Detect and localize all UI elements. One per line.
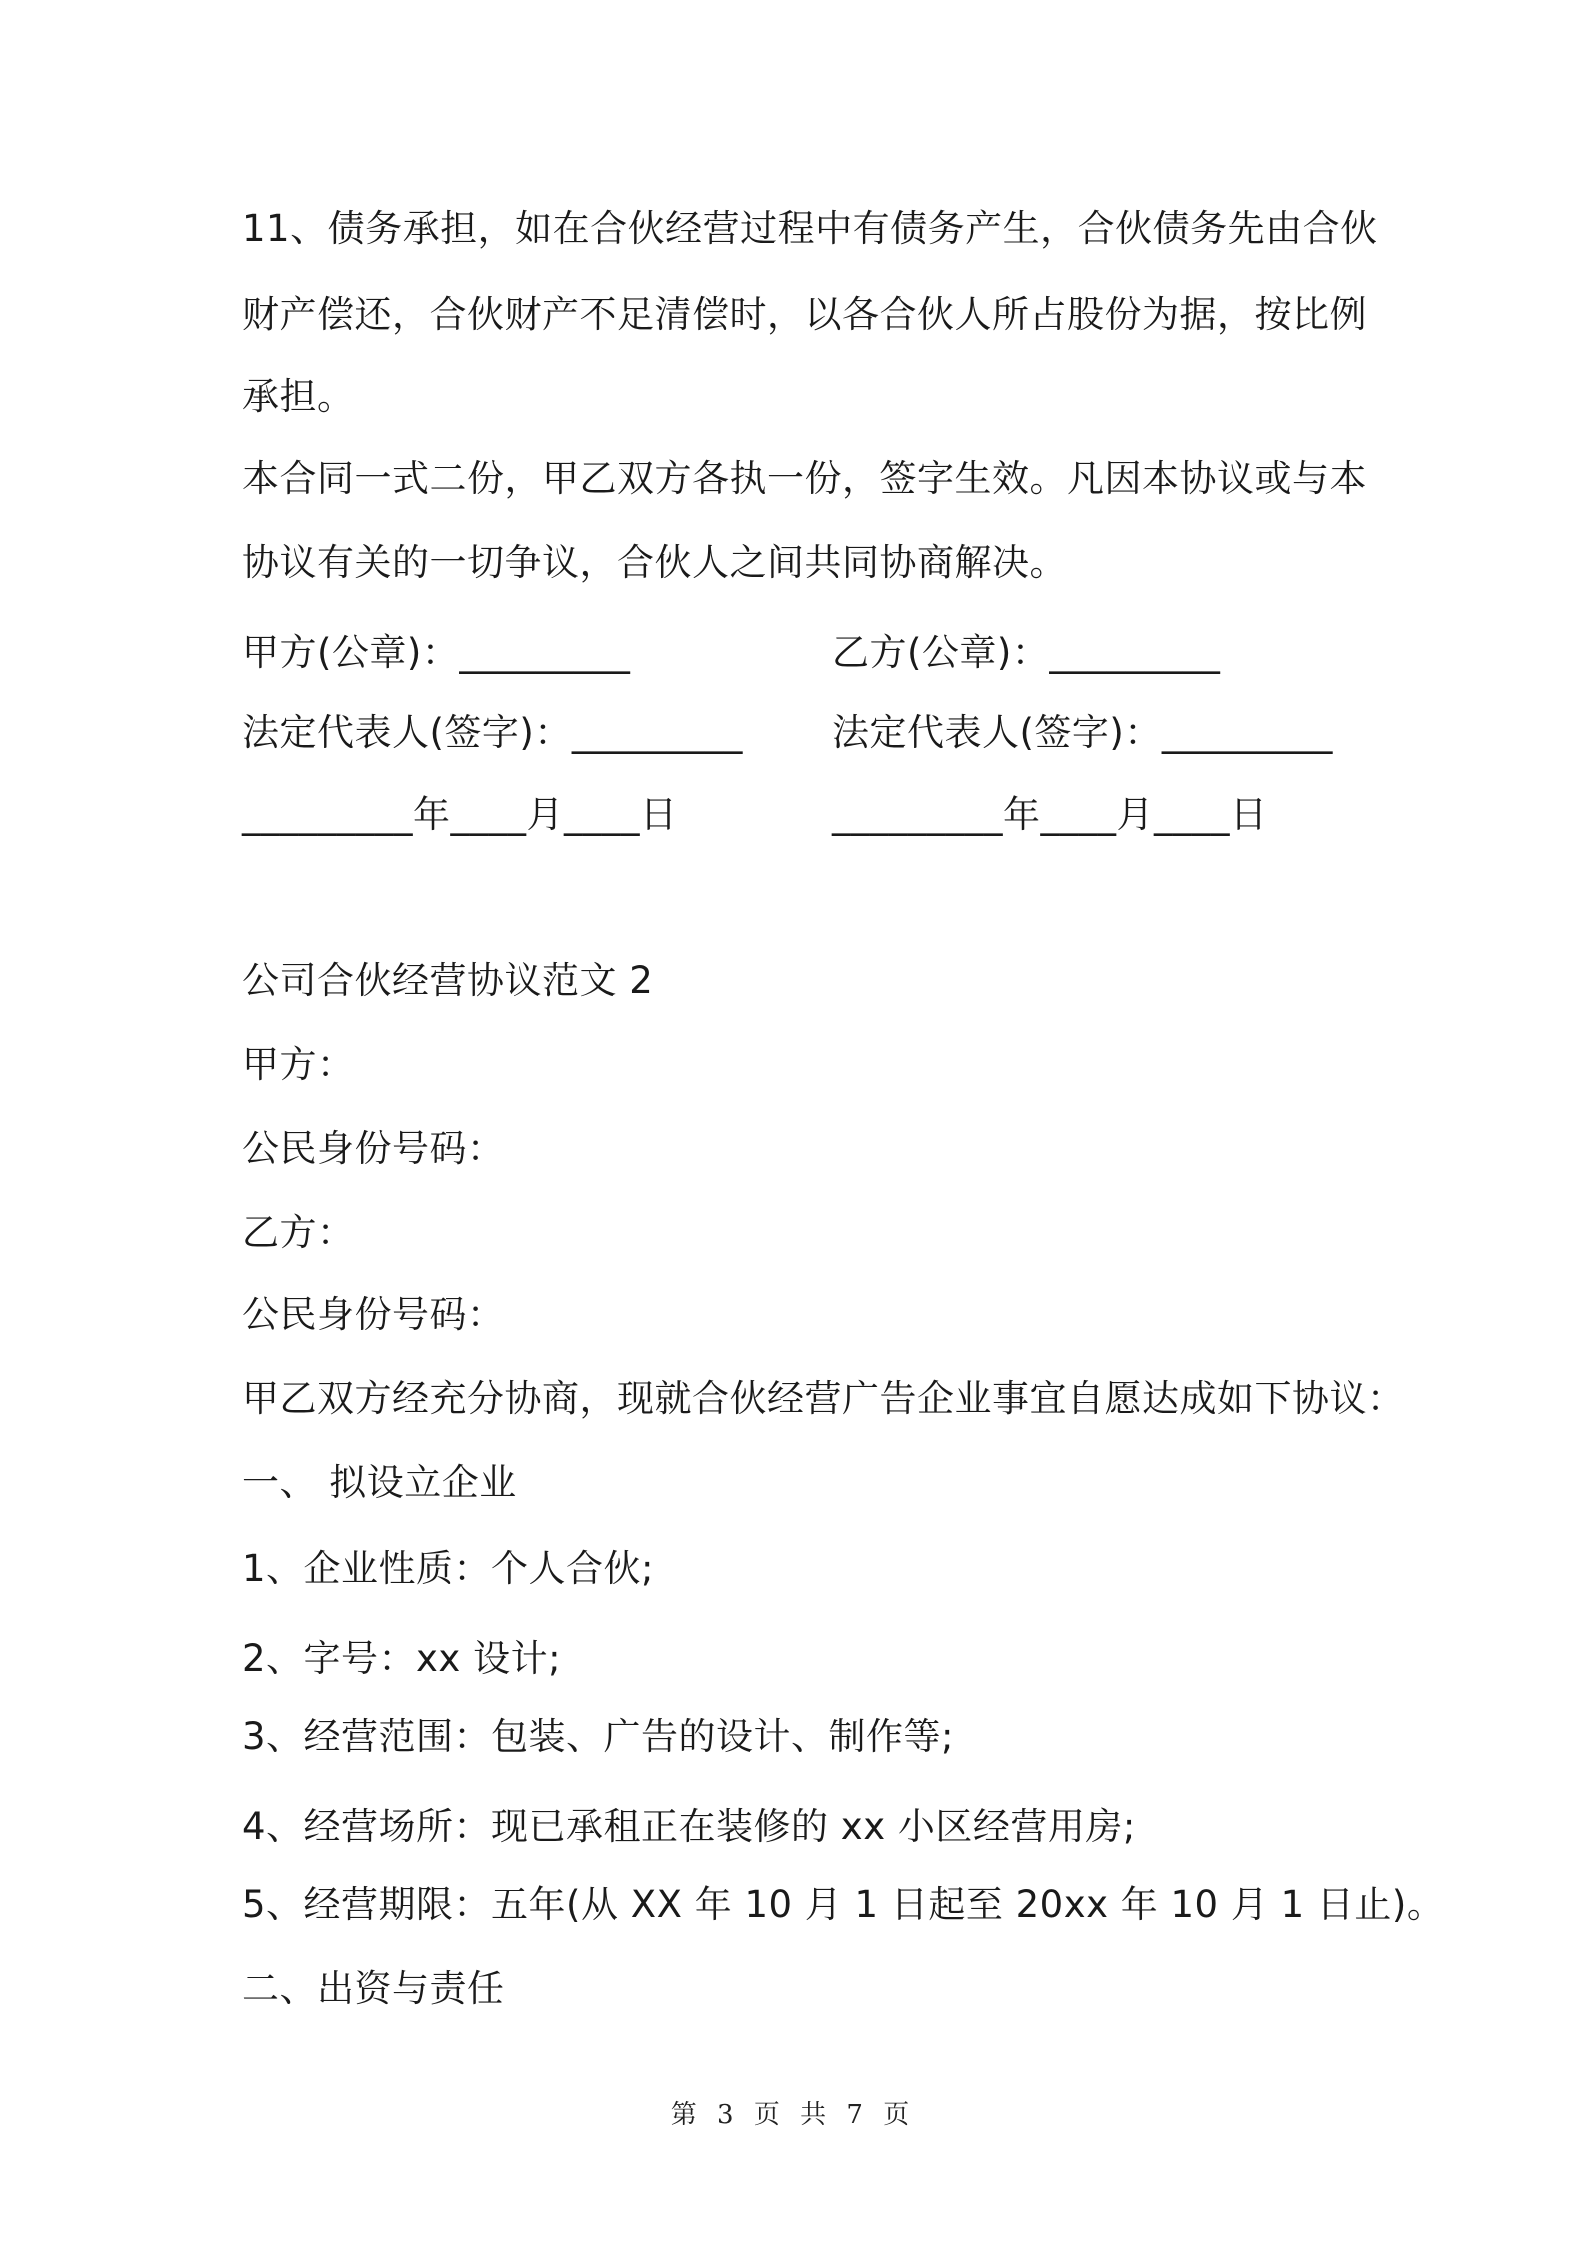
clause-11-line-3: 承担。 [242,375,355,418]
copies-clause-line-1: 本合同一式二份，甲乙双方各执一份，签字生效。凡因本协议或与本 [242,457,1367,500]
heading-capital-responsibility: 二、出资与责任 [242,1967,505,2010]
clause-11-line-1: 11、债务承担，如在合伙经营过程中有债务产生，合伙债务先由合伙 [242,207,1378,250]
party-b-label: 乙方： [242,1211,355,1254]
party-b-date: _________年____月____日 [832,793,1268,836]
party-b-id-label: 公民身份号码： [242,1293,505,1336]
party-b-seal: 乙方(公章)：_________ [832,631,1221,674]
party-a-date: _________年____月____日 [242,793,678,836]
heading-establish-enterprise: 一、 拟设立企业 [242,1461,517,1504]
copies-clause-line-2: 协议有关的一切争议，合伙人之间共同协商解决。 [242,541,1067,584]
section-title: 公司合伙经营协议范文 2 [242,959,654,1002]
preamble: 甲乙双方经充分协商，现就合伙经营广告企业事宜自愿达成如下协议： [242,1377,1405,1420]
item-business-premises: 4、经营场所：现已承租正在装修的 xx 小区经营用房; [242,1805,1136,1848]
party-b-representative: 法定代表人(签字)：_________ [832,711,1333,754]
clause-11-line-2: 财产偿还，合伙财产不足清偿时，以各合伙人所占股份为据，按比例 [242,293,1367,336]
item-business-scope: 3、经营范围：包装、广告的设计、制作等; [242,1715,955,1758]
item-trade-name: 2、字号：xx 设计; [242,1637,562,1680]
page-number-footer: 第 3 页 共 7 页 [670,2100,916,2130]
item-enterprise-nature: 1、企业性质：个人合伙; [242,1547,655,1590]
party-a-representative: 法定代表人(签字)：_________ [242,711,743,754]
party-a-id-label: 公民身份号码： [242,1127,505,1170]
party-a-seal: 甲方(公章)：_________ [242,631,631,674]
party-a-label: 甲方： [242,1043,355,1086]
item-business-term: 5、经营期限：五年(从 XX 年 10 月 1 日起至 20xx 年 10 月 1 日止)。 [242,1883,1445,1926]
